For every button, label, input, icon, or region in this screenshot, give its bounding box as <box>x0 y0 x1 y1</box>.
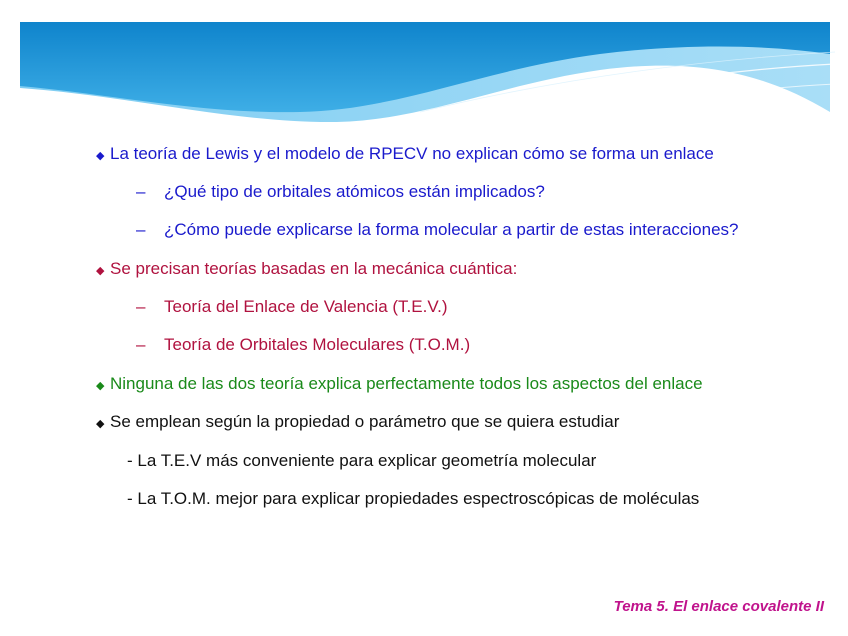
sub-dash: – <box>136 335 146 354</box>
diamond-bullet-icon: ◆ <box>96 380 105 392</box>
footer-title: Tema 5. El enlace covalente II <box>613 598 824 615</box>
sub-dash: – <box>136 182 146 201</box>
bullet-1-sub-2: ¿Cómo puede explicarse la forma molecular a partir de estas interacciones? <box>164 220 739 239</box>
bullet-4-sub-1: - La T.E.V más conveniente para explicar geometría molecular <box>127 451 597 470</box>
bullet-2-text: Se precisan teorías basadas en la mecánica cuántica: <box>110 259 518 278</box>
header-wave-banner <box>0 0 848 150</box>
bullet-4-sub-2: - La T.O.M. mejor para explicar propiedades espectroscópicas de moléculas <box>127 489 700 508</box>
diamond-bullet-icon: ◆ <box>96 150 105 162</box>
bullet-1-sub-1: ¿Qué tipo de orbitales atómicos están implicados? <box>164 182 545 201</box>
bullet-1-text: La teoría de Lewis y el modelo de RPECV no explican cómo se forma un enlace <box>110 144 714 163</box>
sub-dash: – <box>136 220 146 239</box>
bullet-2-sub-2: Teoría de Orbitales Moleculares (T.O.M.) <box>164 335 471 354</box>
bullet-4-text: Se emplean según la propiedad o parámetro que se quiera estudiar <box>110 412 620 431</box>
bullet-3-text: Ninguna de las dos teoría explica perfectamente todos los aspectos del enlace <box>110 374 703 393</box>
sub-dash: – <box>136 297 146 316</box>
diamond-bullet-icon: ◆ <box>96 418 105 430</box>
diamond-bullet-icon: ◆ <box>96 265 105 277</box>
bullet-2-sub-1: Teoría del Enlace de Valencia (T.E.V.) <box>164 297 448 316</box>
